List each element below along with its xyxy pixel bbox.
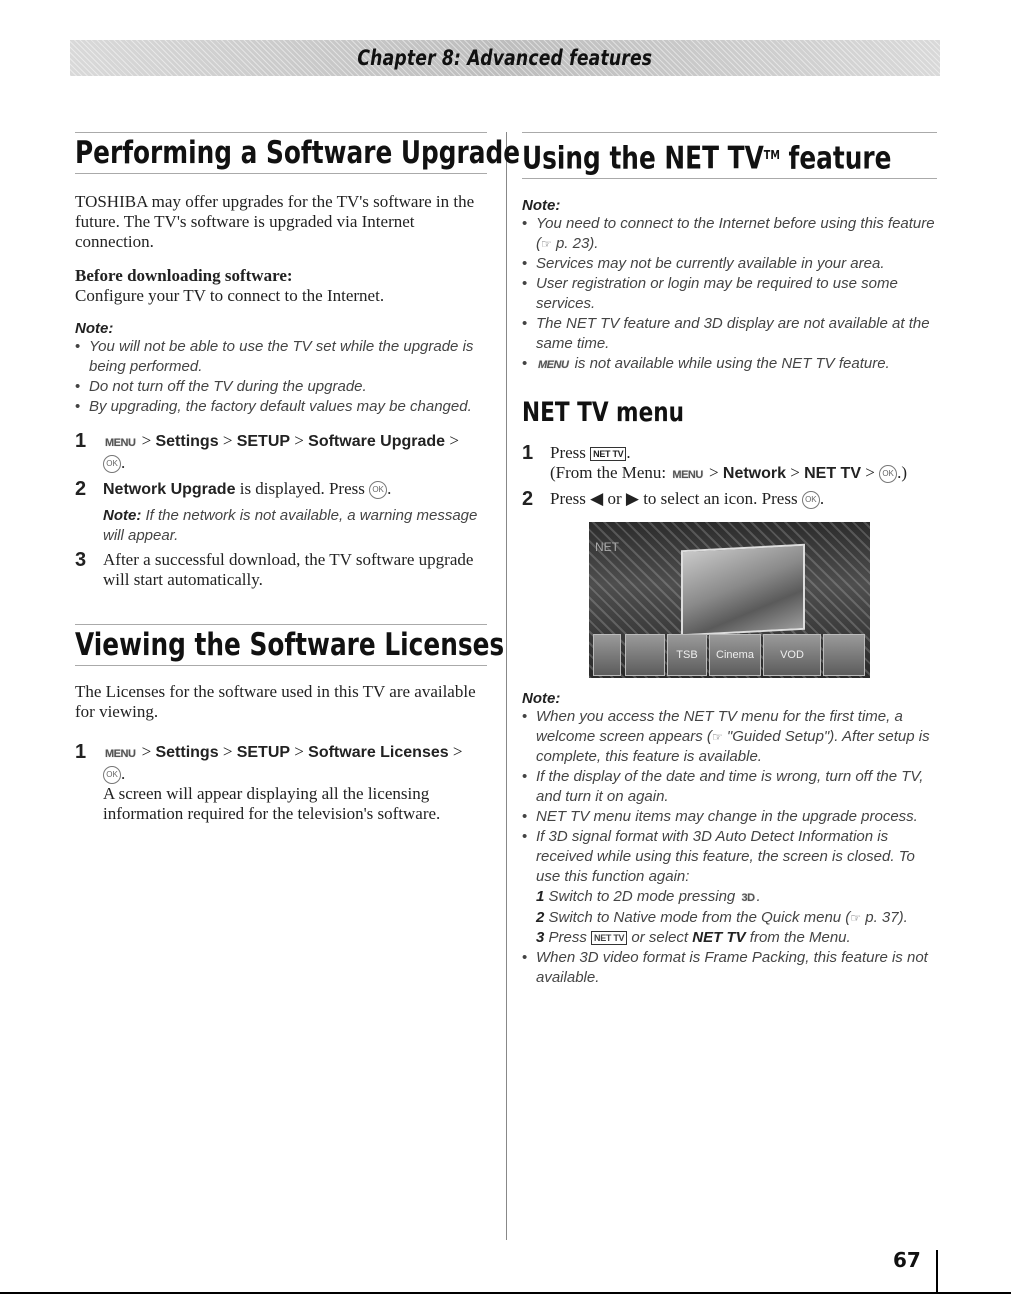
chapter-banner [70,40,940,76]
sub-step-ref: p. 37). [865,909,908,926]
note-item: • By upgrading, the factory default values may be changed. [75,397,487,417]
setup-label: SETUP [236,744,291,762]
licenses-intro: The Licenses for the software used in this TV are available for viewing. [75,682,476,722]
right-column [522,132,937,509]
step-number: 1 [75,741,87,764]
screen-tile [823,634,865,676]
sub-step-text: Switch to 2D mode pressing [548,888,736,905]
sub-step-text: Switch to Native mode from the Quick menu [548,909,842,926]
note-text: When you access the NET TV menu for the first time, a welcome screen appears [536,708,903,745]
step-2-note [103,506,487,546]
step-2-text: Press ◀ or ▶ to select an icon. Press [550,489,798,509]
sub-step-number: 1 [536,888,545,905]
featured-image [681,544,805,636]
sub-step-number: 3 [536,929,545,946]
software-licenses-label: Software Licenses [308,744,449,762]
note-text: is not available while using the NET TV feature. [574,355,890,373]
note-item: • When 3D video format is Frame Packing, this feature is not available. [522,948,937,988]
ok-icon: OK [103,766,121,784]
network-upgrade-label: Network Upgrade [103,481,236,499]
note-label: Note: [522,690,561,707]
net-tv-menu-notes [522,690,937,988]
step-number: 2 [522,488,534,511]
note-item: • Do not turn off the TV during the upgrade. [75,377,487,397]
note-item: • NET TV menu items may change in the upgrade process. [522,807,937,827]
reference-icon: ☞ [541,237,552,252]
step-number: 2 [75,478,87,501]
step-number: 1 [522,442,534,465]
net-tv-button-icon: NET TV [590,447,626,461]
ok-icon: OK [879,465,897,483]
step-3-text: After a successful download, the TV software upgrade will start automatically. [103,550,474,590]
footer-rule [0,1292,1011,1294]
screen-tile: VOD [763,634,821,676]
trademark-mark: TM [763,148,780,162]
chapter-title: Chapter 8: Advanced features [357,46,653,70]
net-tv-bold-label: NET TV [692,929,746,946]
setup-label: SETUP [236,433,291,450]
sub-step-3 [522,928,937,948]
screen-tile: TSB [667,634,707,676]
step-number: 3 [75,549,87,572]
press-text: Press [550,443,586,463]
software-upgrade-label: Software Upgrade [308,433,446,450]
ok-icon: OK [802,491,820,509]
note-item: • If the display of the date and time is wrong, turn off the TV, and turn it on again. [522,767,937,807]
sub-step-2: 2 Switch to Native mode from the Quick menu (☞ p. 37). [536,909,908,926]
note-item: • Services may not be currently available in your area. [522,254,937,274]
net-tv-label: NET TV [804,465,861,483]
note-label: Note: [75,320,114,337]
screen-tile: Cinema [709,634,761,676]
menu-icon: MENU [672,469,703,482]
settings-label: Settings [155,433,219,450]
section-title-net-tv-feature [522,132,937,179]
3d-button-icon: 3D [741,892,755,904]
licenses-step-text: A screen will appear displaying all the licensing information required for the television's software. [103,784,441,824]
sub-step-text: Press [548,929,587,946]
net-tv-notes [522,214,937,375]
sub-step-text: from the Menu. [749,929,851,946]
step-2-note-text: If the network is not available, a warning message will appear. [103,507,478,545]
menu-notes-list [522,707,937,887]
note-item: • The NET TV feature and 3D display are not available at the same time. [522,314,937,354]
menu-icon: MENU [538,359,569,372]
reference-icon: ☞ [850,911,862,925]
net-tv-step-2: 2 Press ◀ or ▶ to select an icon. Press OK . [522,488,825,511]
menu-icon: MENU [105,437,136,449]
before-download-text: Configure your TV to connect to the Internet. [75,286,385,305]
section-title-software-upgrade: Performing a Software Upgrade [75,132,487,174]
sub-step-1: 1 Switch to 2D mode pressing 3D . [522,887,937,908]
last-note-list [522,948,937,988]
net-tv-screen-image [589,522,870,678]
page-number-bar [936,1250,938,1294]
note-ref: p. 23). [555,235,599,253]
screen-logo: NET [595,540,619,554]
ok-icon: OK [369,481,387,499]
title-text: Using the NET TV [522,140,764,177]
note-label: Note: [103,507,142,525]
screen-tile [593,634,621,676]
upgrade-step-2: 2 Network Upgrade is displayed. Press OK . Note: If the network is not available, a warning message will appear. [75,479,487,546]
settings-label: Settings [155,744,219,762]
step-2-text: is displayed. Press [239,479,365,499]
column-divider [506,132,507,1240]
sub-step-text: or select [631,929,689,946]
left-column [75,132,521,824]
note-item [522,354,937,375]
note-text: You need to connect to the Internet before using this feature [536,215,935,233]
sub-step-number: 2 [536,909,545,926]
note-ref: "Guided Setup"). After setup is complete, this feature is available. [536,728,930,765]
page-number: 67 [893,1248,921,1272]
note-item: • If 3D signal format with 3D Auto Detect Information is received while using this feature, the screen is closed. To use this function again: [522,827,937,887]
screen-tile [625,634,665,676]
upgrade-notes [75,337,487,417]
reference-icon: ☞ [711,730,723,744]
from-menu-text: (From the Menu: [550,463,667,483]
title-suffix: feature [788,140,892,177]
note-label: Note: [522,197,561,215]
upgrade-intro: TOSHIBA may offer upgrades for the TV's software in the future. The TV's software is upgraded via Internet connection. [75,192,475,251]
network-label: Network [722,465,787,483]
net-tv-step-1: 1 Press NET TV . (From the Menu: MENU > Network > NET TV > OK .) [522,443,937,485]
upgrade-step-1: 1 MENU > Settings > SETUP > Software Upgrade > OK . [75,430,459,472]
before-download-label: Before downloading software: [75,266,293,285]
note-item: • You will not be able to use the TV set while the upgrade is being performed. [75,337,487,377]
ok-icon: OK [103,455,121,473]
section-title-net-tv-menu: NET TV menu [522,397,684,429]
upgrade-step-3 [75,550,487,590]
step-number: 1 [75,430,87,452]
net-tv-button-icon: NET TV [591,931,627,945]
note-item: • User registration or login may be required to use some services. [522,274,937,314]
note-item: • When you access the NET TV menu for the first time, a welcome screen appears (☞ "Guided Setup"). After setup is complete, this feature is available. [522,707,937,767]
licenses-step-1: 1 MENU > Settings > SETUP > Software Licenses > OK . A screen will appear displaying all the licensing information required for the television's software. [75,741,463,824]
section-title-software-licenses: Viewing the Software Licenses [75,624,487,666]
note-item: • You need to connect to the Internet before using this feature (☞ p. 23). [522,214,937,254]
menu-icon: MENU [105,748,136,761]
